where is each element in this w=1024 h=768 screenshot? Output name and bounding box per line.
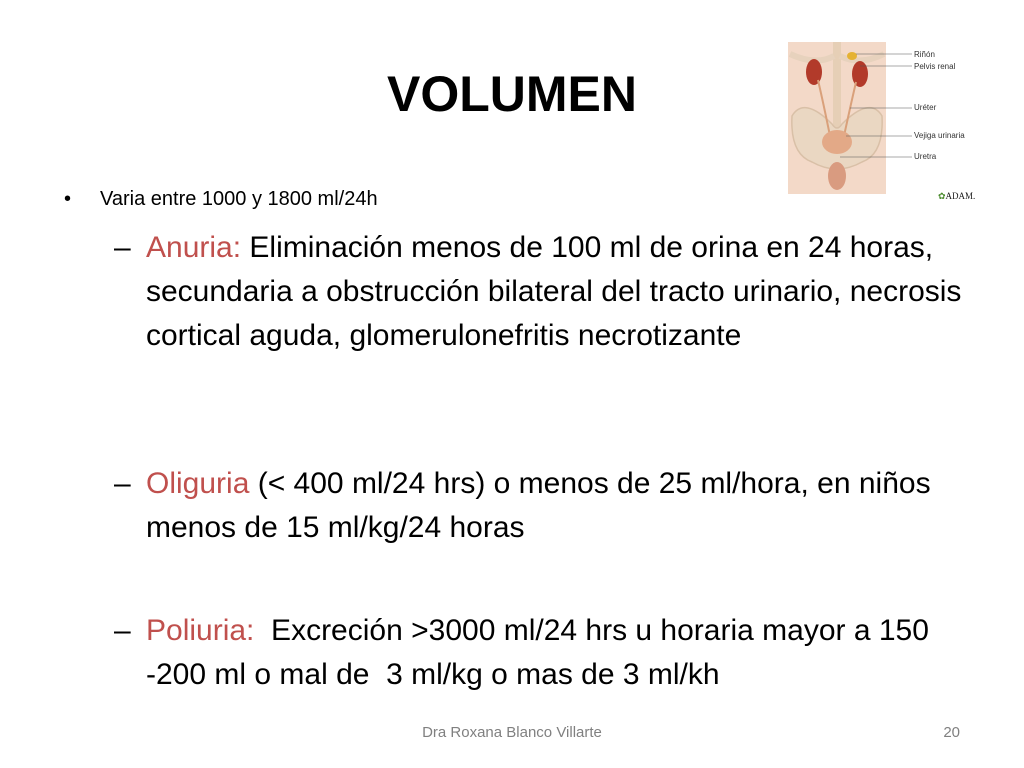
subitem-anuria-text: Eliminación menos de 100 ml de orina en 24 horas, secundaria a obstrucción bilateral del tracto urinario, necrosis cortical aguda, glomerulonefritis necrotizante <box>146 231 962 352</box>
subitem-body <box>146 226 974 358</box>
footer-author: Dra Roxana Blanco Villarte <box>422 724 602 741</box>
dash-icon: – <box>114 231 131 264</box>
right-kidney-shape <box>852 61 868 87</box>
dash-icon: – <box>114 614 131 647</box>
label-kidney: Riñón <box>914 50 935 59</box>
urethra-shape <box>828 162 846 190</box>
label-urethra: Uretra <box>914 152 937 161</box>
adam-logo-text: ADAM. <box>945 191 976 201</box>
subitem-body <box>146 609 974 697</box>
urinary-system-illustration <box>776 36 996 208</box>
bladder-shape <box>822 130 852 154</box>
adrenal-shape <box>847 52 857 60</box>
dash-icon: – <box>114 467 131 500</box>
label-ureter: Uréter <box>914 103 937 112</box>
label-bladder: Vejiga urinaria <box>914 131 965 140</box>
subitem-body <box>146 462 974 550</box>
bullet-text: Varia entre 1000 y 1800 ml/24h <box>100 188 378 210</box>
term-oliguria: Oliguria <box>146 467 250 500</box>
urinary-anatomy-image <box>776 36 996 208</box>
term-poliuria: Poliuria: <box>146 614 255 647</box>
leaf-icon: ✿ <box>938 191 946 201</box>
subitem-poliuria-text: Excreción >3000 ml/24 hrs u horaria mayor a 150 -200 ml o mal de 3 ml/kg o mas de 3 ml/kh <box>146 614 938 691</box>
term-anuria: Anuria: <box>146 231 242 264</box>
page-number: 20 <box>943 724 960 741</box>
left-kidney-shape <box>806 59 822 85</box>
adam-logo <box>938 191 975 202</box>
label-renal-pelvis: Pelvis renal <box>914 62 956 71</box>
bullet-dot-icon: • <box>64 188 72 210</box>
slide-title: VOLUMEN <box>387 66 637 122</box>
subitem-oliguria-text: (< 400 ml/24 hrs) o menos de 25 ml/hora, en niños menos de 15 ml/kg/24 horas <box>146 467 931 544</box>
